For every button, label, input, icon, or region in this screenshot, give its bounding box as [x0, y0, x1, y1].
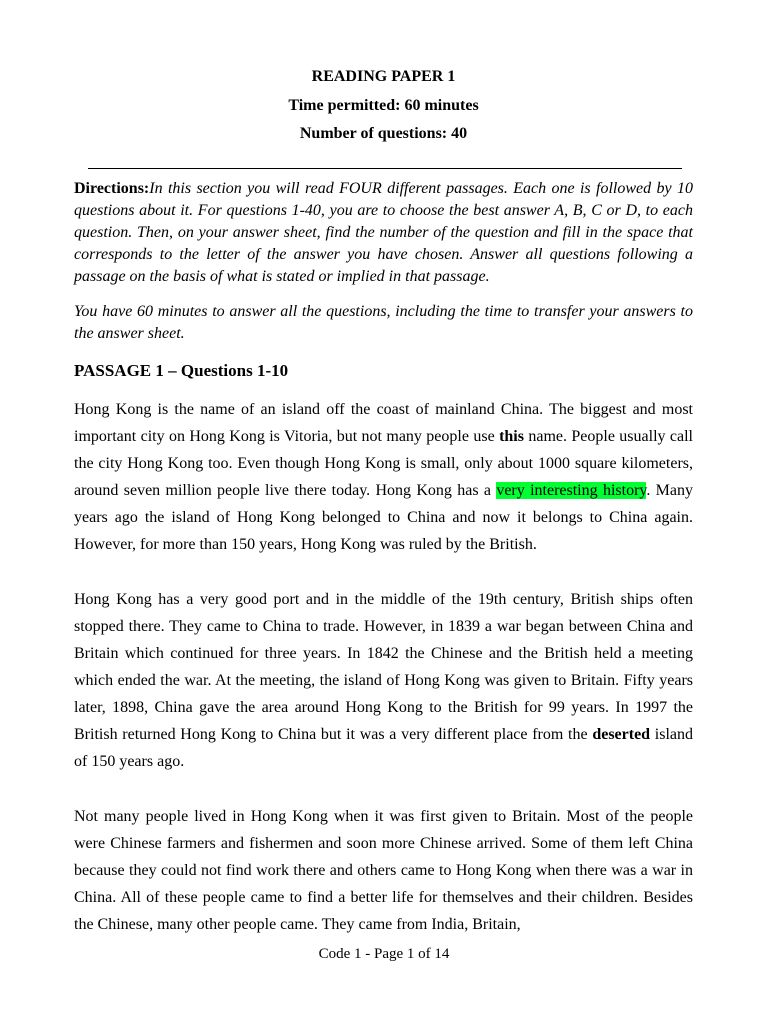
divider-line — [88, 168, 682, 169]
p1-text-b: name. People usually call the city Hong Kong too. Even though Hong Kong is small, only about 1000 square kilometers, around seven million people live there today. Hong Kong has a — [74, 428, 694, 499]
passage-paragraph-3: Not many people lived in Hong Kong when it was first given to Britain. Most of the people were Chinese farmers and fishermen and soon more Chinese arrived. Some of them left China because they could not find work there and others came to Hong Kong when there was a war in China. All of these people came to find a better life for themselves and their children. Besides the Chinese, many other people came. They came from India, Britain, — [74, 808, 693, 933]
time-note-paragraph: You have 60 minutes to answer all the questions, including the time to transfer your answers to the answer sheet. — [74, 303, 693, 342]
page-title: READING PAPER 1 — [311, 68, 456, 85]
p2-bold-word: deserted — [592, 726, 651, 743]
p2-text-b: island of 150 years ago. — [74, 726, 694, 770]
p1-bold-word: this — [499, 428, 524, 445]
p1-text-a: Hong Kong is the name of an island off the coast of mainland China. The biggest and most important city on Hong Kong is Vitoria, but not many people use — [74, 401, 693, 445]
directions-paragraph — [74, 178, 693, 288]
time-permitted: Time permitted: 60 minutes — [288, 97, 479, 114]
p2-text-a: Hong Kong has a very good port and in the middle of the 19th century, British ships often stopped there. They came to China to trade. However, in 1839 a war began between China and Britain which continued for three years. In 1842 the Chinese and the British held a meeting which ended the war. At the meeting, the island of Hong Kong was given to Britain. Fifty years later, 1898, China gave the area around Hong Kong to the British for 99 years. In 1997 the British returned Hong Kong to China but it was a very different place from the — [74, 591, 693, 743]
highlighted-phrase: very interesting history — [496, 482, 647, 499]
passage-paragraph-2 — [74, 586, 693, 775]
p1-text-c: . Many years ago the island of Hong Kong belonged to China and now it belongs to China again. However, for more than 150 years, Hong Kong was ruled by the British. — [74, 482, 694, 553]
passage-heading: PASSAGE 1 – Questions 1-10 — [74, 361, 289, 380]
directions-text: In this section you will read FOUR different passages. Each one is followed by 10 questions about it. For questions 1-40, you are to choose the best answer A, B, C or D, to each question. Then, on your answer sheet, find the number of the question and fill in the space that corresponds to the letter of the answer you have chosen. Answer all questions following a passage on the basis of what is stated or implied in that passage. — [74, 180, 693, 285]
number-of-questions: Number of questions: 40 — [299, 125, 468, 142]
passage-paragraph-1 — [74, 396, 693, 558]
directions-lead: Directions: — [74, 180, 150, 197]
page-footer: Code 1 - Page 1 of 14 — [318, 946, 450, 962]
